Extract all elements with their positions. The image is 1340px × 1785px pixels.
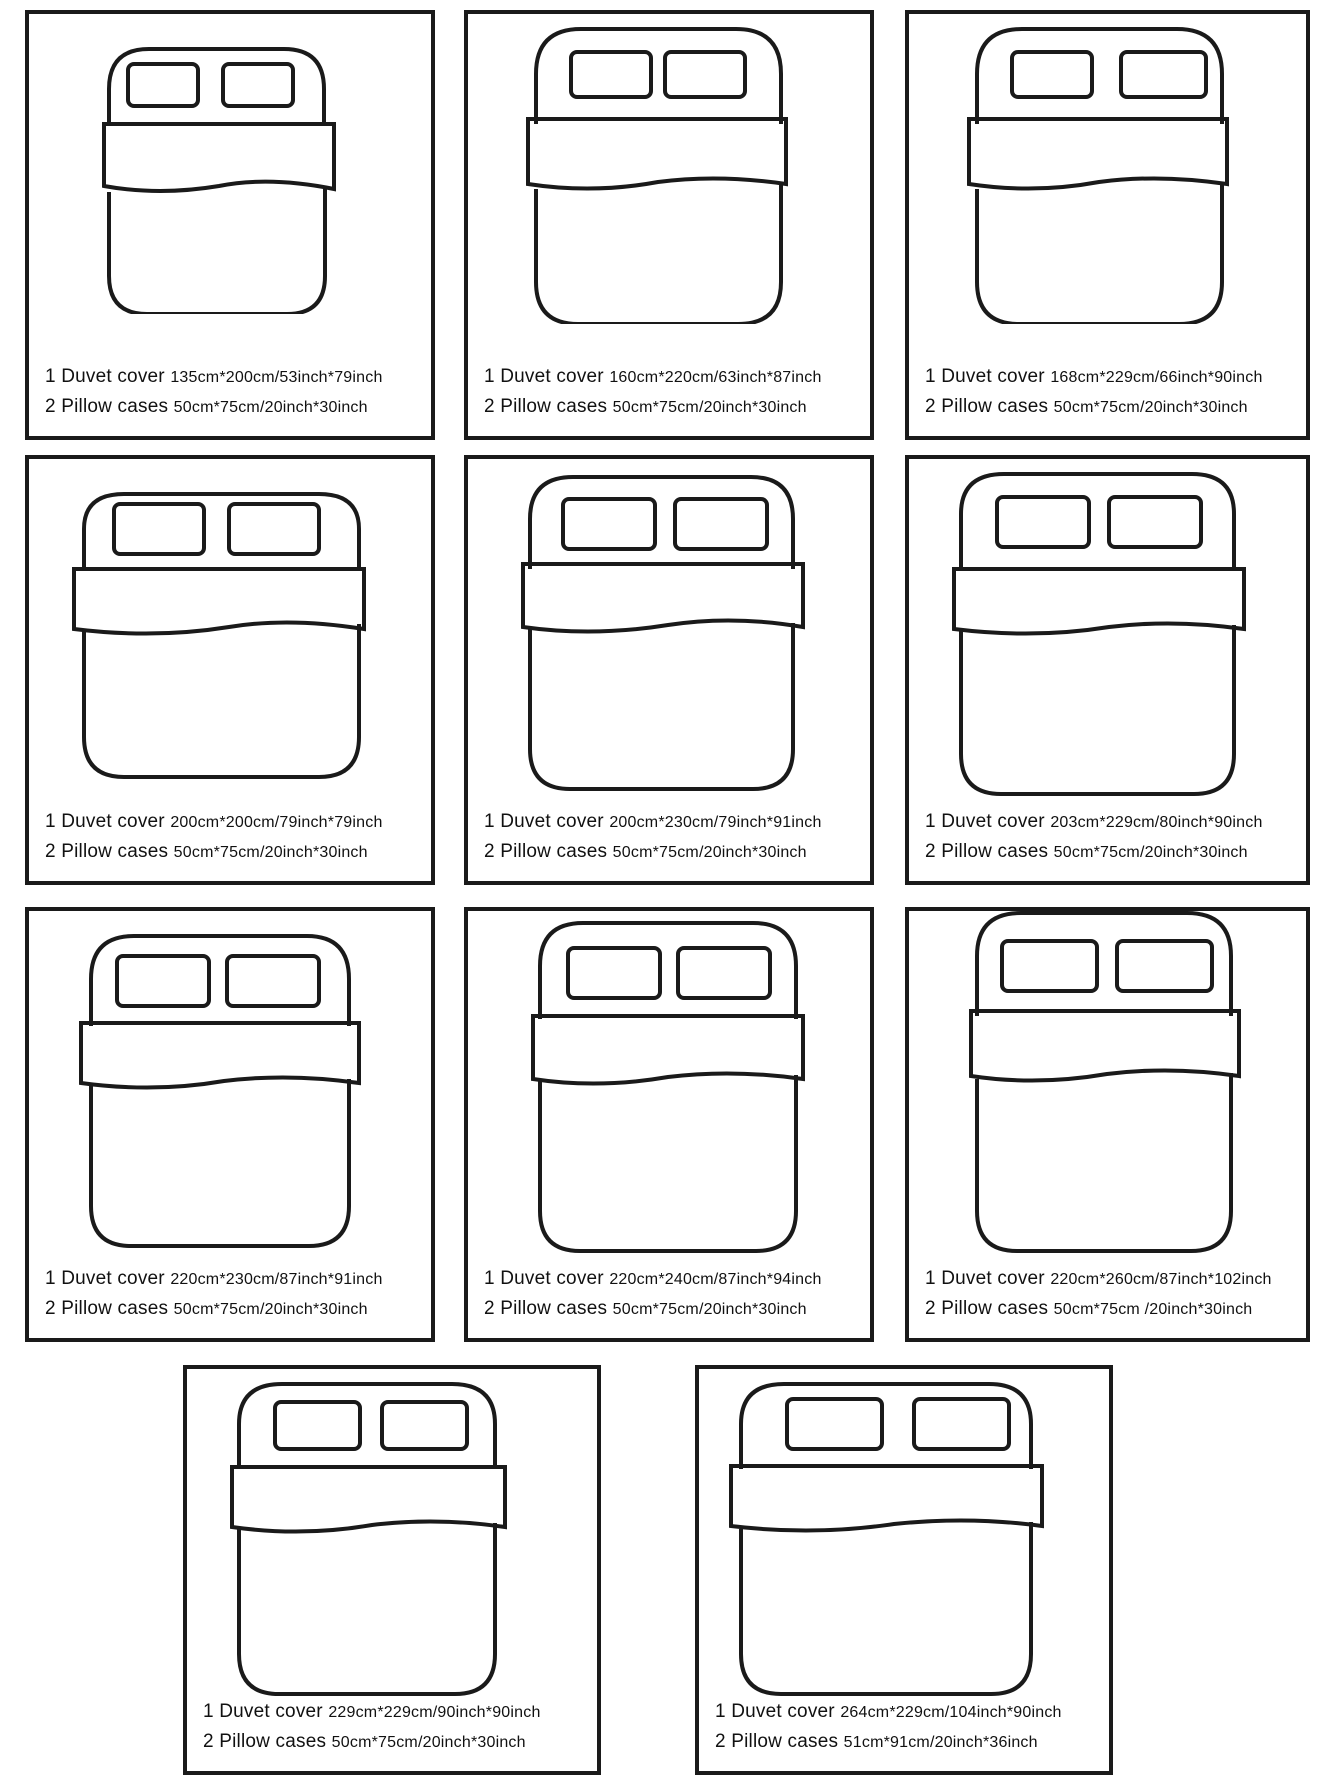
duvet-size: 220cm*260cm/87inch*102inch: [1050, 1271, 1272, 1288]
bed-icon: [29, 911, 431, 1251]
pillow-size: 50cm*75cm/20inch*30inch: [1053, 844, 1248, 861]
bed-icon: [909, 911, 1306, 1256]
bed-icon: [468, 14, 870, 324]
pillow-size: 50cm*75cm/20inch*30inch: [1053, 399, 1248, 416]
pillow-size: 51cm*91cm/20inch*36inch: [843, 1734, 1038, 1751]
duvet-size: 135cm*200cm/53inch*79inch: [170, 369, 383, 386]
duvet-label: 1 Duvet cover: [203, 1701, 323, 1722]
size-card-9: [905, 907, 1310, 1342]
pillow-size: 50cm*75cm/20inch*30inch: [612, 844, 807, 861]
pillow-label: 2 Pillow cases: [203, 1731, 327, 1752]
duvet-label: 1 Duvet cover: [715, 1701, 835, 1722]
pillow-label: 2 Pillow cases: [45, 1298, 169, 1319]
duvet-size: 160cm*220cm/63inch*87inch: [609, 369, 822, 386]
size-card-10: [183, 1365, 601, 1775]
bed-icon: [468, 459, 870, 794]
duvet-size: 200cm*230cm/79inch*91inch: [609, 814, 822, 831]
pillow-size: 50cm*75cm/20inch*30inch: [612, 1301, 807, 1318]
duvet-label: 1 Duvet cover: [45, 366, 165, 387]
pillow-size: 50cm*75cm/20inch*30inch: [173, 844, 368, 861]
pillow-label: 2 Pillow cases: [484, 396, 608, 417]
duvet-label: 1 Duvet cover: [484, 1268, 604, 1289]
pillow-label: 2 Pillow cases: [484, 841, 608, 862]
size-card-6: [905, 455, 1310, 885]
bed-icon: [29, 14, 431, 314]
bed-icon: [187, 1369, 597, 1699]
pillow-label: 2 Pillow cases: [925, 396, 1049, 417]
duvet-size: 168cm*229cm/66inch*90inch: [1050, 369, 1263, 386]
size-card-3: [905, 10, 1310, 440]
duvet-size: 229cm*229cm/90inch*90inch: [328, 1704, 541, 1721]
size-card-8: [464, 907, 874, 1342]
pillow-label: 2 Pillow cases: [925, 841, 1049, 862]
duvet-size: 203cm*229cm/80inch*90inch: [1050, 814, 1263, 831]
size-card-4: [25, 455, 435, 885]
duvet-label: 1 Duvet cover: [484, 811, 604, 832]
duvet-size: 220cm*240cm/87inch*94inch: [609, 1271, 822, 1288]
duvet-size: 200cm*200cm/79inch*79inch: [170, 814, 383, 831]
size-card-11: [695, 1365, 1113, 1775]
duvet-label: 1 Duvet cover: [925, 811, 1045, 832]
duvet-size: 220cm*230cm/87inch*91inch: [170, 1271, 383, 1288]
pillow-label: 2 Pillow cases: [45, 841, 169, 862]
size-card-7: [25, 907, 435, 1342]
pillow-size: 50cm*75cm/20inch*30inch: [173, 1301, 368, 1318]
duvet-size: 264cm*229cm/104inch*90inch: [840, 1704, 1062, 1721]
bed-icon: [699, 1369, 1109, 1699]
pillow-label: 2 Pillow cases: [715, 1731, 839, 1752]
pillow-label: 2 Pillow cases: [484, 1298, 608, 1319]
pillow-size: 50cm*75cm/20inch*30inch: [173, 399, 368, 416]
duvet-label: 1 Duvet cover: [45, 811, 165, 832]
bed-icon: [468, 911, 870, 1256]
size-card-1: [25, 10, 435, 440]
pillow-size: 50cm*75cm /20inch*30inch: [1053, 1301, 1253, 1318]
pillow-size: 50cm*75cm/20inch*30inch: [331, 1734, 526, 1751]
bed-icon: [909, 14, 1306, 324]
pillow-size: 50cm*75cm/20inch*30inch: [612, 399, 807, 416]
duvet-label: 1 Duvet cover: [484, 366, 604, 387]
duvet-label: 1 Duvet cover: [925, 366, 1045, 387]
pillow-label: 2 Pillow cases: [45, 396, 169, 417]
duvet-label: 1 Duvet cover: [925, 1268, 1045, 1289]
size-card-5: [464, 455, 874, 885]
bed-icon: [29, 459, 431, 779]
size-card-2: [464, 10, 874, 440]
pillow-label: 2 Pillow cases: [925, 1298, 1049, 1319]
duvet-label: 1 Duvet cover: [45, 1268, 165, 1289]
bed-icon: [909, 459, 1306, 799]
